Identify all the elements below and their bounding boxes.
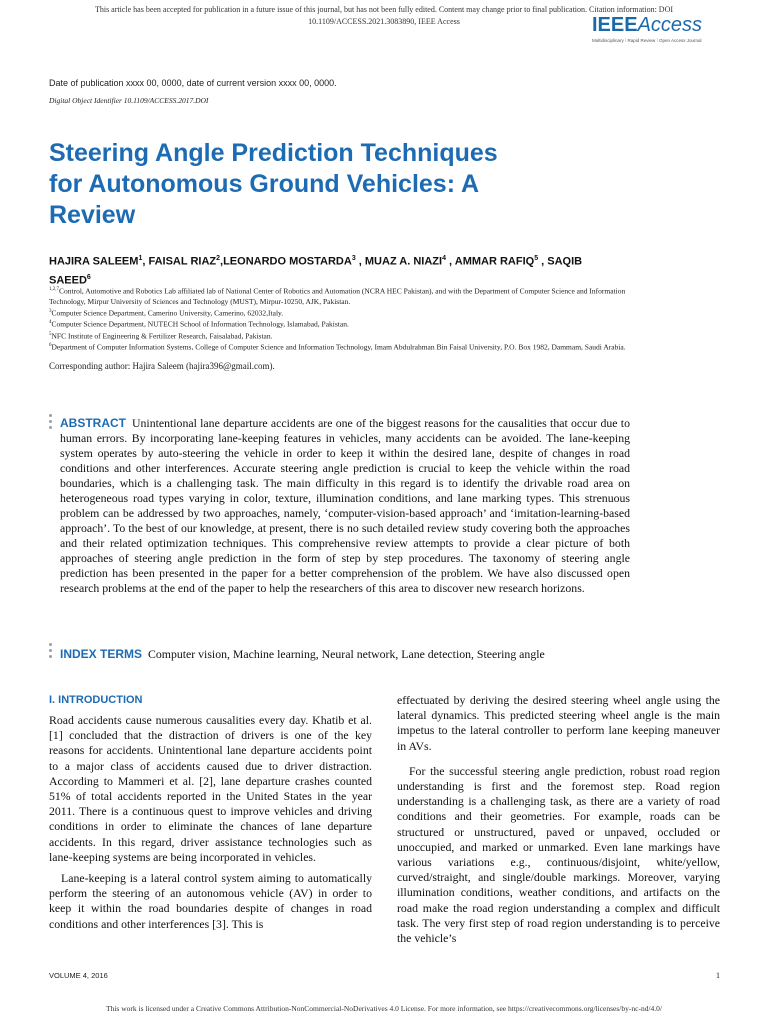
- author-sep: ,: [142, 255, 149, 268]
- journal-notice-line1: This article has been accepted for publication in a future issue of this journal, but has not been fully edited. Content may change prior to final publication. Citation information: DOI: [94, 5, 674, 14]
- abstract-dots-icon: [49, 414, 53, 432]
- author-sup: 1: [138, 255, 143, 262]
- title-line-1: Steering Angle Prediction Techniques: [49, 139, 498, 167]
- affiliation-text: NFC Institute of Engineering & Fertilizer Research, Faisalabad, Pakistan.: [51, 331, 273, 340]
- author-name: AMMAR RAFIQ: [454, 255, 535, 268]
- affiliation-item: [49, 307, 629, 319]
- logo-tagline: Multidisciplinary ⁞ Rapid Review ⁞ Open Access Journal: [592, 38, 702, 43]
- author-name: MUAZ A. NIAZI: [364, 255, 443, 268]
- corresponding-author: Corresponding author: Hajira Saleem (hajira396@gmail.com).: [49, 361, 275, 371]
- author-sep: ,: [220, 255, 224, 268]
- author-sup: 2: [216, 255, 221, 262]
- section-heading: I. INTRODUCTION: [49, 694, 143, 706]
- affiliation-sup: 4: [49, 320, 52, 325]
- affiliation-item: [49, 318, 629, 330]
- affiliation-item: [49, 285, 629, 307]
- page-number: 1: [716, 971, 720, 980]
- affiliation-sup: 5: [49, 331, 52, 337]
- author-sep: ,: [538, 255, 548, 268]
- logo-word-access: Access: [637, 14, 703, 36]
- paper-title: [49, 138, 609, 231]
- index-terms-dots-icon: [49, 643, 53, 661]
- author-sup: 5: [534, 255, 539, 262]
- author-name: LEONARDO MOSTARDA: [223, 255, 352, 268]
- author-name: SAQIB SAEED: [49, 255, 583, 287]
- abstract: [60, 416, 630, 596]
- left-column: [49, 693, 372, 938]
- affiliation-item: [49, 341, 629, 353]
- affiliation-text: Computer Science Department, NUTECH School of Information Technology, Islamabad, Pakistan.: [51, 319, 349, 329]
- intro-paragraph-2: Lane-keeping is a lateral control system aiming to automatically perform the steering of an autonomous vehicle (AV) in order to keep it within the road boundaries despite of changes in road conditions and other interferences [3]. This is: [49, 871, 372, 931]
- author-sup: 6: [86, 273, 91, 281]
- affiliation-text: Control, Automotive and Robotics Lab affiliated lab of National Center of Robotics and Automation (NCRA HEC Pakistan), and with the Department of Computer Science and Information Technology, Mirpur University of Sciences and Technology (MUST), Mirpur-10250, AJK, Pakistan.: [49, 286, 626, 306]
- logo-wordmark: [592, 14, 712, 36]
- index-terms: [60, 647, 660, 662]
- affiliation-text: Department of Computer Information Systems, College of Computer Science and Information Technology, Imam Abdulrahman Bin Faisal University, P.O. Box 1982, Dammam, Saudi Arabia.: [51, 342, 626, 352]
- intro-paragraph-1: Road accidents cause numerous causalities every day. Khatib et al. [1] concluded that the distraction of drivers is one of the key reasons for accidents. Unintentional lane departure accidents point to a major class of accidents caused due to driver distraction. According to Mammeri et al. [2], lane departure crashes counted 51% of total accidents reported in the United States in the year 2011. There is a continuous quest to improve vehicles and driving conditions in order to eliminate the chances of lane departure accidents. In this regard, driver assistance technologies such as lane-keeping systems are being incorporated in vehicles.: [49, 713, 372, 864]
- abstract-label: ABSTRACT: [60, 416, 126, 430]
- author-sep: ,: [446, 255, 455, 268]
- title-line-3: Review: [49, 201, 136, 229]
- intro-paragraph-3: effectuated by deriving the desired steering wheel angle using the lateral dynamics. This predicted steering wheel angle is the main impetus to the lateral controller to perform lane keeping maneuver in AVs.: [397, 693, 720, 753]
- doi-line: Digital Object Identifier 10.1109/ACCESS.2017.DOI: [49, 96, 209, 105]
- logo-word-ieee: IEEE: [592, 14, 638, 36]
- author-sup: 4: [442, 255, 446, 262]
- right-column: [397, 693, 720, 952]
- author-name: FAISAL RIAZ: [148, 255, 217, 268]
- index-terms-text: Computer vision, Machine learning, Neural network, Lane detection, Steering angle: [148, 647, 545, 661]
- affiliation-sup: 6: [49, 343, 52, 348]
- affiliations: [49, 285, 629, 353]
- affiliation-text: Computer Science Department, Camerino University, Camerino, 62032,Italy.: [51, 308, 284, 317]
- author-sup: 3: [351, 255, 356, 262]
- affiliation-item: [49, 330, 629, 342]
- affiliation-sup: 1,2,7: [49, 287, 59, 292]
- author-list: [49, 251, 609, 288]
- author-sep: ,: [355, 255, 365, 268]
- index-terms-label: INDEX TERMS: [60, 647, 143, 661]
- intro-paragraph-4: For the successful steering angle prediction, robust road region understanding is first and the foremost step. Road region understanding is a challenging task, as there are a variety of road conditions and their geometries. For example, roads can be structured or unstructured, paved or unpaved, occluded or unoccupied, and marked or unmarked. Even lane markings have various variations e.g., continuous/disjoint, white/yellow, curved/straight, and single/double markings. Moreover, varying illumination conditions, weather conditions, and artifacts on the road make the road region understanding a complex and difficult task. The very first step of road region understanding is to perceive the vehicle’s: [397, 763, 720, 946]
- ieee-access-logo: [592, 14, 712, 43]
- license-notice: This work is licensed under a Creative Commons Attribution-NonCommercial-NoDerivatives 4.0 License. For more information, see https://creativecommons.org/licenses/by-nc-nd/4.0/: [106, 1004, 662, 1013]
- journal-notice-line2: 10.1109/ACCESS.2021.3083890, IEEE Access: [308, 17, 460, 26]
- abstract-text: Unintentional lane departure accidents are one of the biggest reasons for the causalities that occur due to human errors. By incorporating lane-keeping features in vehicles, many accidents can be avoided. The lane-keeping system operates by auto-steering the vehicle in order to keep it within the desired lane, despite of changes in road conditions and other interferences. Accurate steering angle prediction is crucial to keep the vehicle within the road boundaries, which is a challenging task. The main difficulty in this regard is to identify the drivable road area on heterogeneous road types varying in color, texture, illumination conditions, and lane marking types. This strenuous problem can be addressed by two approaches, namely, ‘computer-vision-based approach’ and ‘imitation-learning-based approach’. To the best of our knowledge, at present, there is no such detailed review study covering both the approaches and their related optimization techniques. This comprehensive review attempts to provide a clear picture of both approaches of steering angle prediction in the form of step by step procedures. The taxonomy of steering angle prediction has been presented in the paper for a better comprehension of the problem. We have also discussed open research problems at the end of the paper to help the researchers of this area to discover new research horizons.: [60, 416, 630, 595]
- volume-label: VOLUME 4, 2016: [49, 971, 108, 980]
- publication-date: Date of publication xxxx 00, 0000, date of current version xxxx 00, 0000.: [49, 78, 337, 88]
- author-name: HAJIRA SALEEM: [49, 255, 139, 268]
- title-line-2: for Autonomous Ground Vehicles: A: [49, 170, 480, 198]
- affiliation-sup: 3: [49, 308, 52, 314]
